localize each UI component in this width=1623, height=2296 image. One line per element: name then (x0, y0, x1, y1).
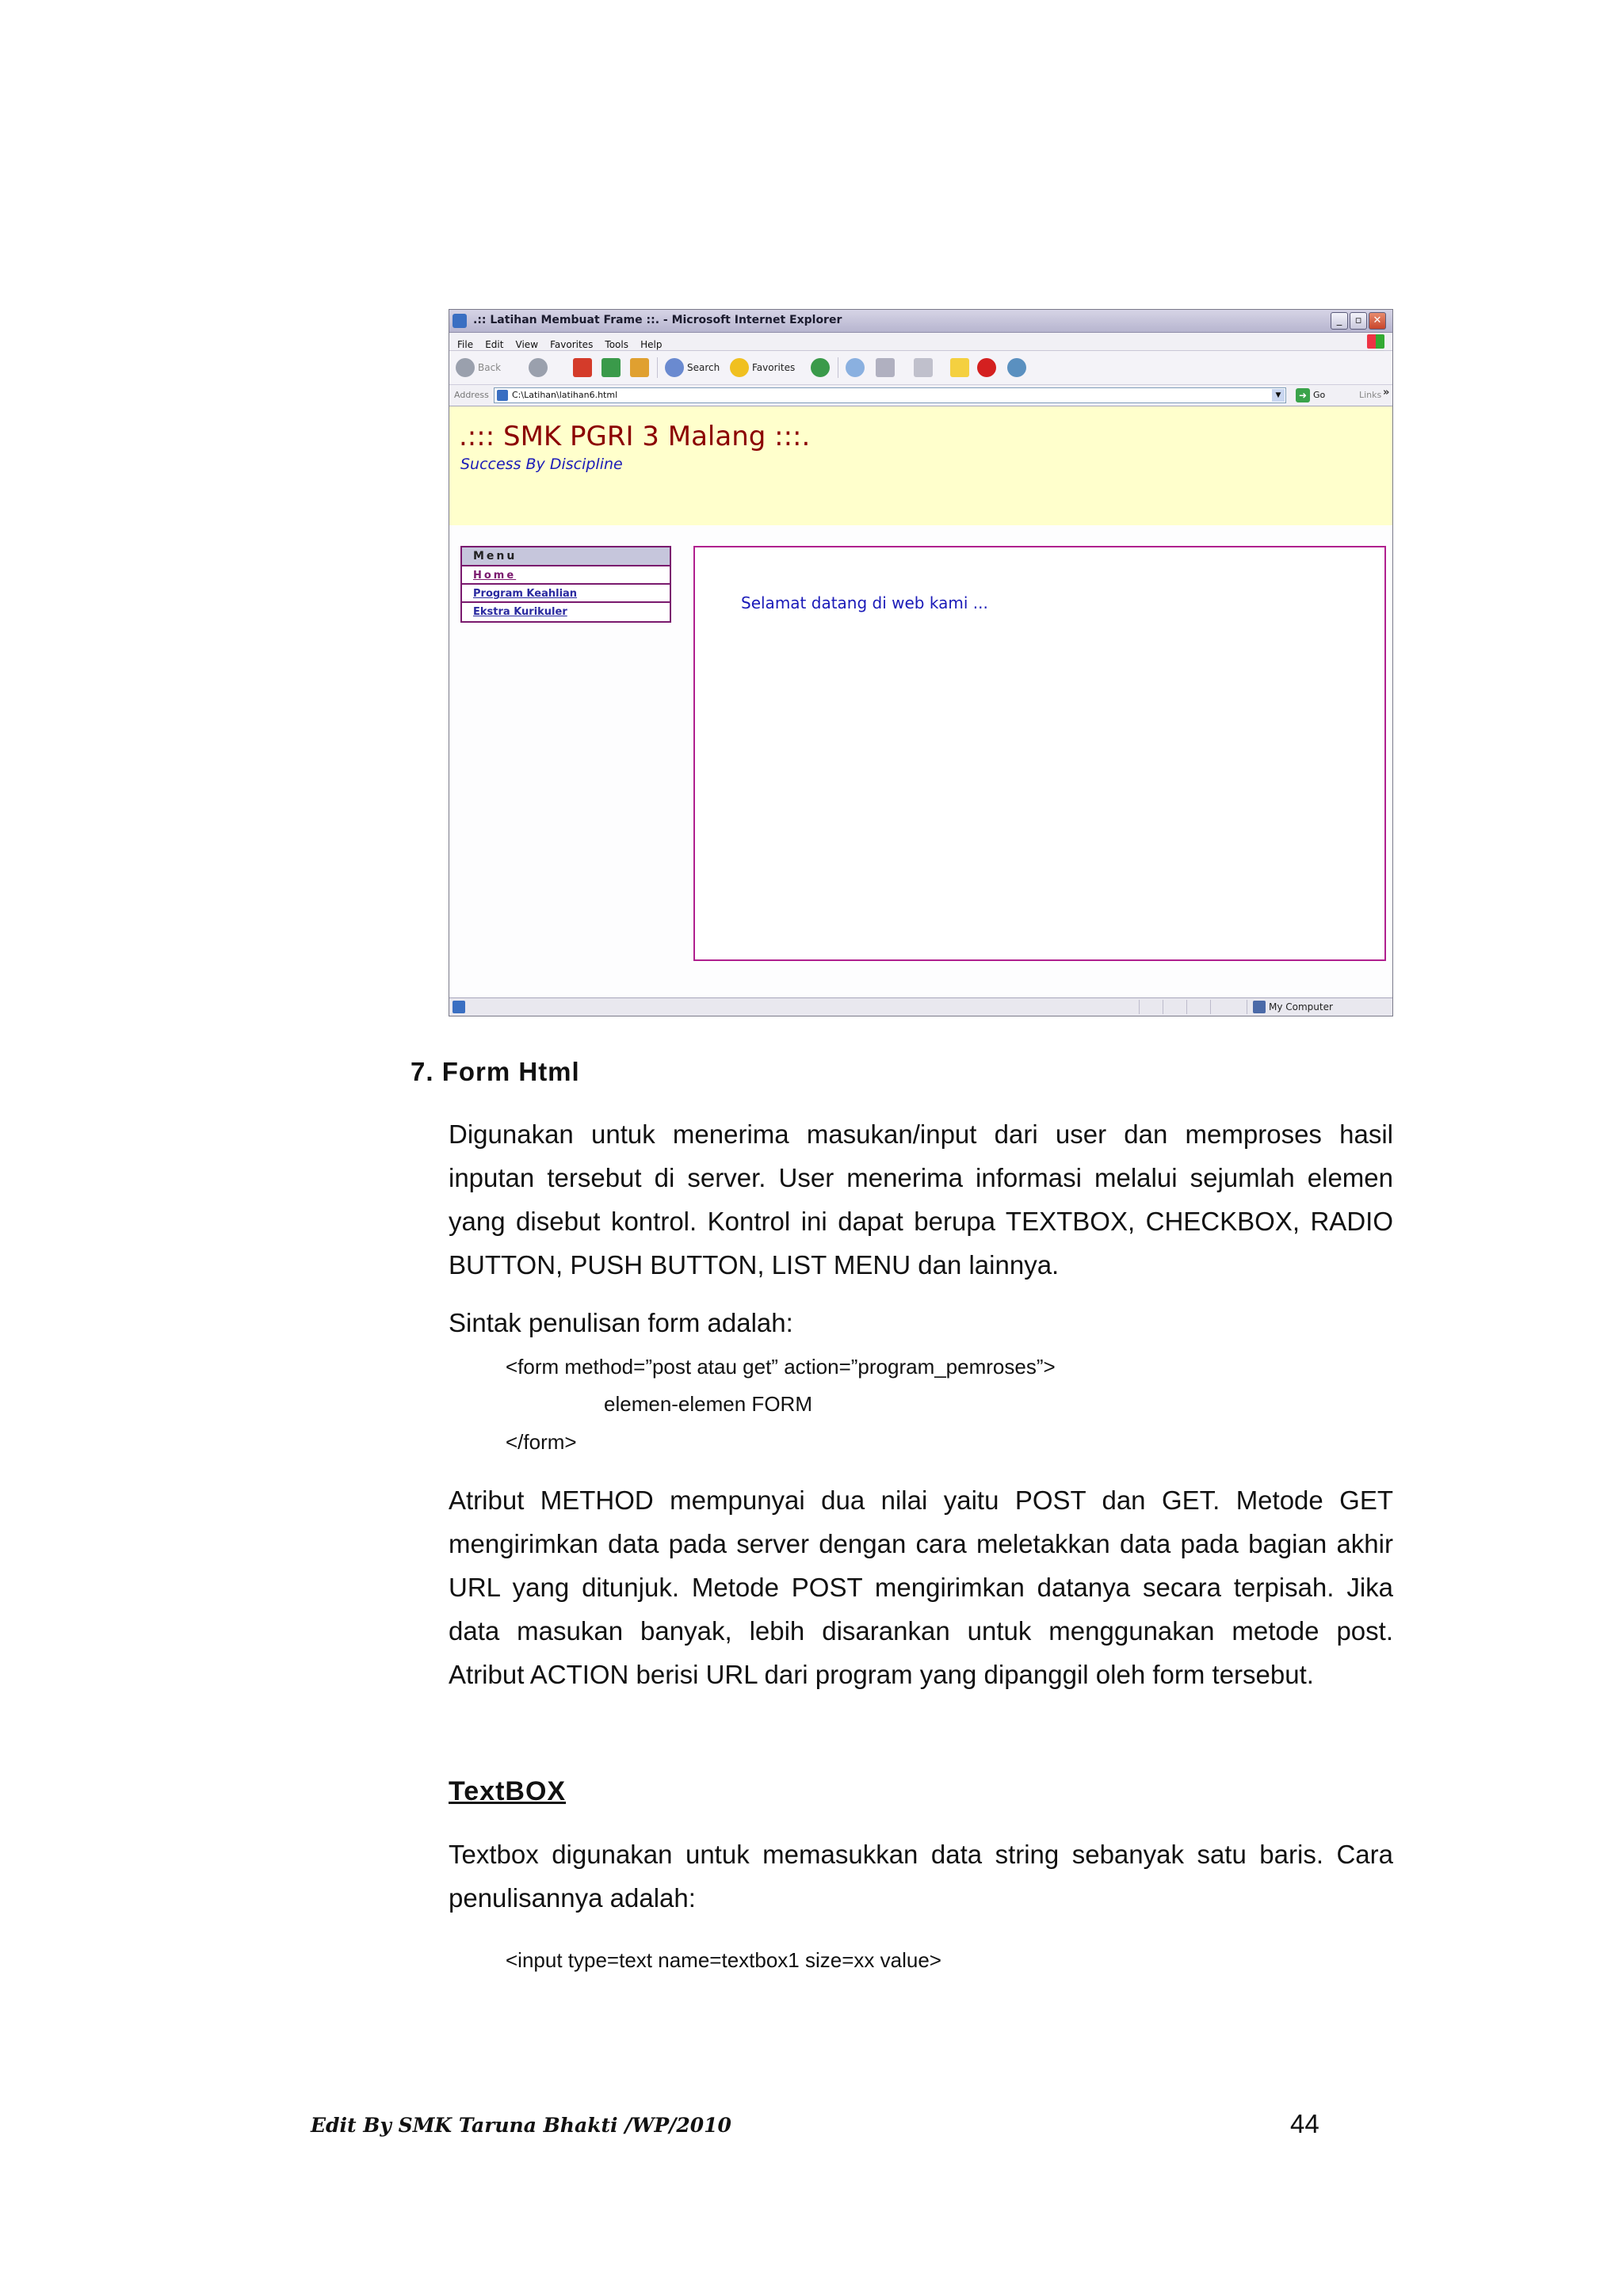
chevron-down-icon[interactable]: ▼ (1272, 389, 1285, 402)
toolbar (449, 351, 1392, 385)
code-line-form-elements: elemen-elemen FORM (604, 1392, 812, 1416)
links-chevron[interactable]: » (1383, 387, 1390, 399)
window-title: .:: Latihan Membuat Frame ::. - Microsoft Internet Explorer (473, 314, 842, 326)
minimize-button[interactable]: _ (1331, 312, 1348, 330)
forward-arrow-icon[interactable] (529, 358, 548, 377)
browser-screenshot (449, 309, 1393, 1016)
close-button[interactable]: ✕ (1369, 312, 1386, 330)
edit-icon[interactable] (914, 358, 933, 377)
status-divider (1186, 1000, 1187, 1014)
messenger-icon[interactable] (977, 358, 996, 377)
page-status-icon (453, 1001, 465, 1013)
toolbar-separator (657, 357, 658, 378)
site-slogan: Success By Discipline (460, 456, 623, 473)
address-label: Address (454, 390, 489, 400)
mail-icon[interactable] (846, 358, 865, 377)
back-label[interactable]: Back (478, 362, 502, 373)
ie-app-icon (453, 314, 467, 328)
maximize-button[interactable]: ▫ (1350, 312, 1367, 330)
page-number: 44 (1290, 2109, 1319, 2138)
security-zone: My Computer (1269, 1001, 1333, 1013)
code-line-form-open: <form method=”post atau get” action=”program_pemroses”> (506, 1355, 1056, 1379)
status-divider (1210, 1000, 1211, 1014)
home-icon[interactable] (630, 358, 649, 377)
menu-file[interactable]: File (457, 339, 474, 350)
refresh-icon[interactable] (601, 358, 621, 377)
menu-item-ekstra-kurikuler[interactable]: Ekstra Kurikuler (473, 606, 567, 618)
history-icon[interactable] (811, 358, 830, 377)
print-icon[interactable] (876, 358, 895, 377)
menu-edit[interactable]: Edit (485, 339, 504, 350)
go-arrow-icon[interactable]: ➜ (1296, 388, 1310, 402)
syntax-intro: Sintak penulisan form adalah: (449, 1308, 793, 1337)
method-description-paragraph: Atribut METHOD mempunyai dua nilai yaitu POST dan GET. Metode GET mengirimkan data pada server dengan cara meletakkan data pada bagian akhir URL yang ditunjuk. Metode POST mengirimkan datanya secara terpisah. Jika data masukan banyak, lebih disarankan untuk menggunakan metode post. Atribut ACTION berisi URL dari program yang dipanggil oleh form tersebut. (449, 1486, 1393, 1689)
stop-icon[interactable] (573, 358, 592, 377)
menu-item-program-keahlian[interactable]: Program Keahlian (462, 585, 670, 603)
menu-tools[interactable]: Tools (605, 339, 628, 350)
code-line-form-close: </form> (506, 1430, 577, 1454)
links-label[interactable]: Links (1359, 390, 1382, 400)
notes-icon[interactable] (950, 358, 969, 377)
footer-credit: Edit By SMK Taruna Bhakti /WP/2010 (311, 2114, 731, 2137)
side-menu (460, 546, 671, 623)
menu-view[interactable]: View (515, 339, 539, 350)
menu-bar (449, 333, 1392, 351)
address-input[interactable] (494, 387, 1286, 403)
favorites-star-icon[interactable] (730, 358, 749, 377)
textbox-description-paragraph: Textbox digunakan untuk memasukkan data string sebanyak satu baris. Cara penulisannya adalah: (449, 1840, 1393, 1913)
back-arrow-icon[interactable] (456, 358, 475, 377)
status-divider (1139, 1000, 1140, 1014)
address-value[interactable]: C:\Latihan\latihan6.html (512, 390, 618, 400)
menu-favorites[interactable]: Favorites (550, 339, 594, 350)
research-icon[interactable] (1007, 358, 1026, 377)
menu-header: Menu (462, 547, 670, 566)
site-banner (449, 406, 1392, 525)
title-bar (449, 310, 1392, 333)
form-description-paragraph: Digunakan untuk menerima masukan/input dari user dan memproses hasil inputan tersebut di server. User menerima informasi melalui sejumlah elemen yang disebut kontrol. Kontrol ini dapat berupa TEXTBOX, CHECKBOX, RADIO BUTTON, PUSH BUTTON, LIST MENU dan lainnya. (449, 1119, 1393, 1280)
section-heading: 7. Form Html (411, 1057, 580, 1086)
search-icon[interactable] (665, 358, 684, 377)
page-icon (497, 390, 508, 401)
menu-item-home[interactable]: Home (462, 566, 670, 585)
site-title: .::: SMK PGRI 3 Malang :::. (459, 421, 811, 452)
favorites-label[interactable]: Favorites (752, 362, 796, 373)
address-bar (449, 385, 1392, 406)
windows-logo-icon (1367, 334, 1384, 349)
go-button[interactable]: Go (1313, 390, 1326, 400)
content-frame (693, 546, 1386, 961)
search-label[interactable]: Search (687, 362, 720, 373)
status-bar (449, 997, 1392, 1016)
menu-help[interactable]: Help (640, 339, 663, 350)
computer-icon (1253, 1001, 1266, 1013)
code-line-input: <input type=text name=textbox1 size=xx value> (506, 1948, 941, 1972)
welcome-text: Selamat datang di web kami ... (741, 593, 988, 612)
textbox-heading: TextBOX (449, 1776, 567, 1806)
